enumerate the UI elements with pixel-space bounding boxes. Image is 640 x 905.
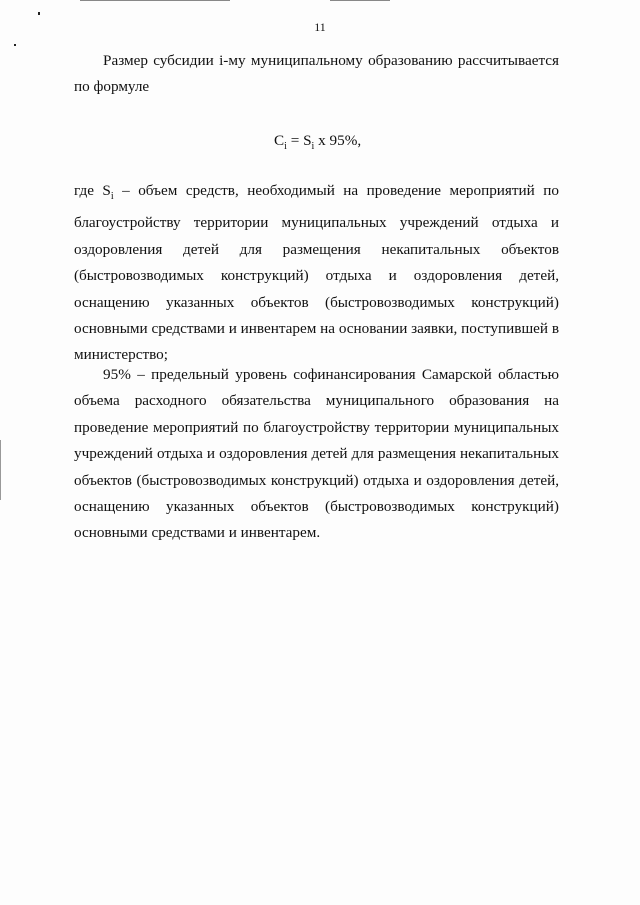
definition-symbol: S (102, 182, 111, 199)
formula (274, 128, 361, 160)
formula-equals: = (286, 132, 304, 149)
definition-symbol-subscript: i (110, 191, 114, 203)
formula-lhs: C (274, 132, 285, 149)
paragraph-intro: Размер субсидии i-му муниципальному образованию рассчитывается по формуле (74, 52, 559, 96)
page-number: 11 (314, 20, 326, 34)
scan-speck (38, 12, 40, 15)
paragraph-rate: 95% – предельный уровень софинансирования Самарской областью объема расходного обязательства муниципального образования на проведение мероприятий по благоустройству территории муниципальных учреждений отдыха и оздоровления детей для размещения некапитальных объектов (быстровозводимых конструкций) отдыха и оздоровления детей, оснащению указанных объектов (быстровозводимых конструкций) основными средствами и инвентарем. (74, 366, 559, 542)
scan-top-edge (80, 0, 230, 1)
paragraph-definition (74, 178, 559, 369)
definition-lead: где (74, 182, 103, 199)
scan-left-edge (0, 440, 1, 500)
formula-rhs: S (303, 132, 312, 149)
definition-text: – объем средств, необходимый на проведение мероприятий по благоустройству территории муниципальных учреждений отдыха и оздоровления детей для размещения некапитальных объектов (быстровозводимых конструкций) отдыха и оздоровления детей, оснащению указанных объектов (быстровозводимых конструкций) основными средствами и инвентарем на основании заявки, поступившей в министерство; (74, 182, 559, 364)
scan-speck (14, 44, 16, 46)
formula-lhs-subscript: i (284, 141, 287, 153)
formula-rhs-subscript: i (311, 141, 315, 153)
scan-top-edge (330, 0, 390, 1)
formula-tail: х 95%, (314, 132, 362, 149)
